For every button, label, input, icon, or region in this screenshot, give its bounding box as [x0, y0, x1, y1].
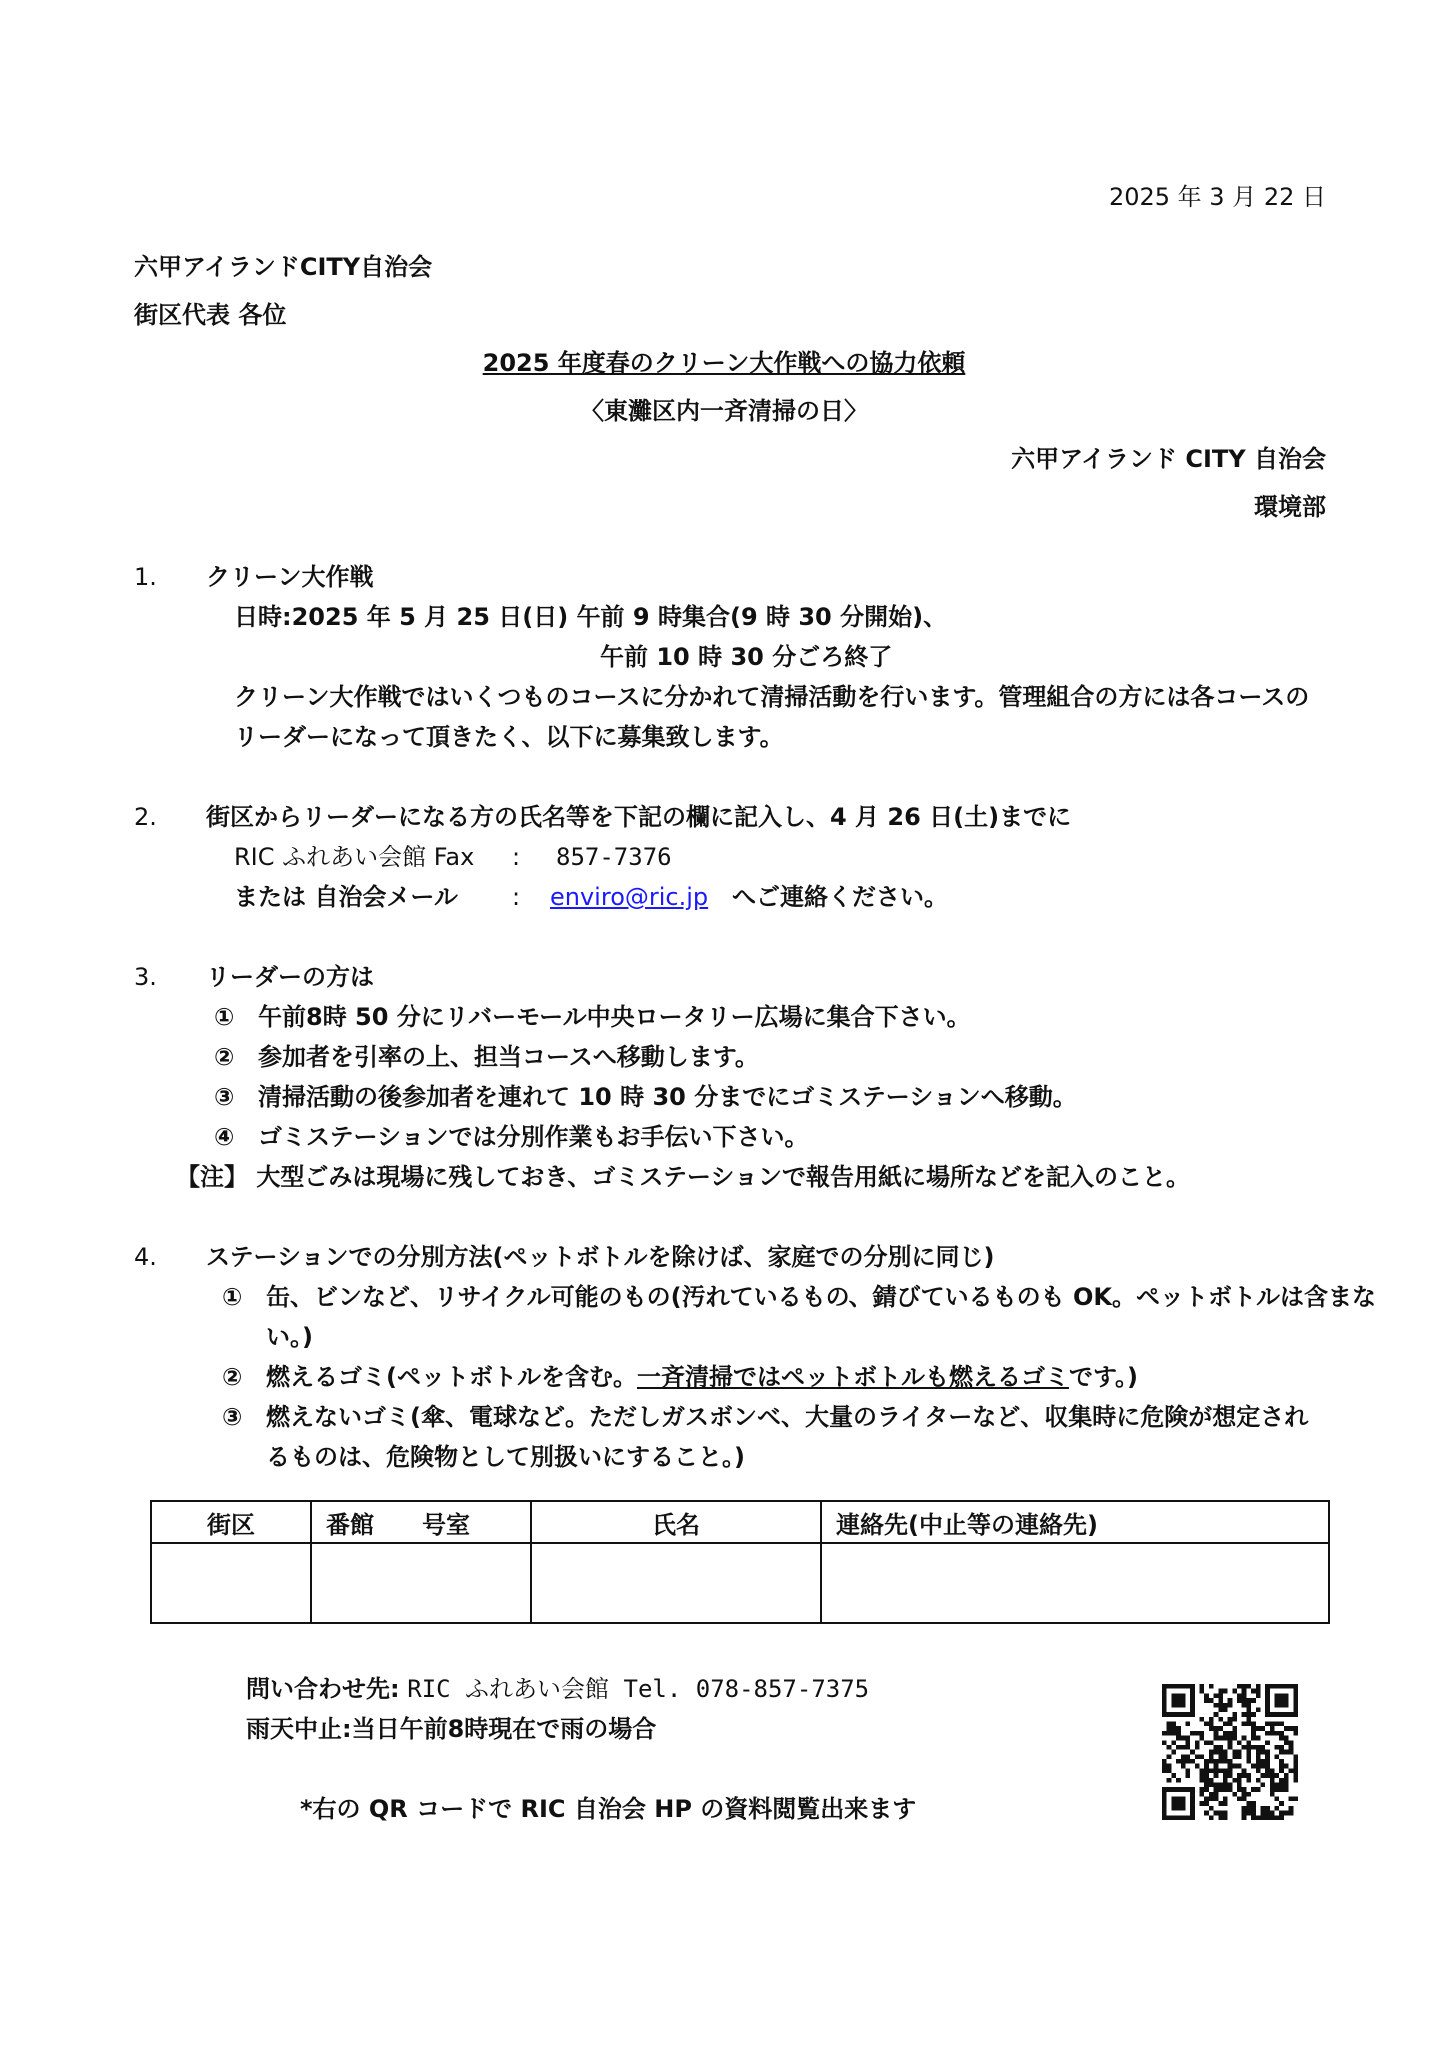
- qr-code-icon[interactable]: [1162, 1684, 1298, 1820]
- section-4-heading: ステーションでの分別方法(ペットボトルを除けば、家庭での分別に同じ): [206, 1243, 995, 1271]
- sorting-item-3: ③ 燃えないゴミ(傘、電球など。ただしガスボンベ、大量のライターなど、収集時に危険が想定され: [222, 1403, 1309, 1431]
- building-room-cell[interactable]: [311, 1543, 531, 1623]
- fax-label: RIC ふれあい会館 Fax: [234, 843, 475, 871]
- name-cell[interactable]: [531, 1543, 821, 1623]
- table-header-row: [151, 1501, 1329, 1543]
- leader-task-4: ④ ゴミステーションでは分別作業もお手伝い下さい。: [214, 1123, 809, 1151]
- sender-dept: 環境部: [1254, 493, 1326, 521]
- qr-note: *右の QR コードで RIC 自治会 HP の資料閲覧出来ます: [300, 1795, 917, 1823]
- section-1-endtime: 午前 10 時 30 分ごろ終了: [600, 643, 893, 671]
- column-header-block: 街区: [151, 1501, 311, 1543]
- document-subtitle: 〈東灘区内一斉清掃の日〉: [580, 397, 868, 425]
- sorting-item-1: ① 缶、ビンなど、リサイクル可能のもの(汚れているもの、錆びているものも OK。ペットボトルは含まな: [222, 1283, 1377, 1311]
- sorting-item-1-cont: い。): [266, 1323, 313, 1351]
- email-label: または 自治会メール: [234, 883, 458, 911]
- leader-entry-table: [150, 1500, 1330, 1624]
- contact-cell[interactable]: [821, 1543, 1329, 1623]
- section-2-heading: 街区からリーダーになる方の氏名等を下記の欄に記入し、4 月 26 日(土)までに: [206, 803, 1072, 831]
- block-cell[interactable]: [151, 1543, 311, 1623]
- contact-value: RIC ふれあい会館 Tel. 078-857-7375: [407, 1675, 870, 1703]
- section-1-datetime: 日時:2025 年 5 月 25 日(日) 午前 9 時集合(9 時 30 分開始)、: [234, 603, 948, 631]
- section-4-number: 4.: [134, 1243, 157, 1271]
- section-1-heading: クリーン大作戦: [206, 563, 374, 591]
- column-header-contact: 連絡先(中止等の連絡先): [821, 1501, 1329, 1543]
- leader-task-2: ② 参加者を引率の上、担当コースへ移動します。: [214, 1043, 759, 1071]
- contact-label: 問い合わせ先:: [246, 1675, 400, 1703]
- sorting-item-3-cont: るものは、危険物として別扱いにすること。): [266, 1443, 745, 1471]
- leader-task-3: ③ 清掃活動の後参加者を連れて 10 時 30 分までにゴミステーションへ移動。: [214, 1083, 1077, 1111]
- section-2-number: 2.: [134, 803, 157, 831]
- recipient-name: 街区代表 各位: [134, 301, 287, 329]
- rain-cancel-note: 雨天中止:当日午前8時現在で雨の場合: [246, 1715, 657, 1743]
- section-1-number: 1.: [134, 563, 157, 591]
- section-1-description-2: リーダーになって頂きたく、以下に募集致します。: [234, 723, 784, 751]
- recipient-org: 六甲アイランドCITY自治会: [134, 253, 433, 281]
- document-title: 2025 年度春のクリーン大作戦への協力依頼: [482, 349, 966, 377]
- sender-org: 六甲アイランド CITY 自治会: [1011, 445, 1326, 473]
- fax-number: 857-7376: [556, 843, 672, 871]
- letter-date: 2025 年 3 月 22 日: [1108, 183, 1326, 211]
- email-suffix: へご連絡ください。: [732, 883, 948, 911]
- column-header-name: 氏名: [531, 1501, 821, 1543]
- column-header-building-room: 番館 号室: [311, 1501, 531, 1543]
- contact-line: [246, 1672, 869, 1706]
- email-colon: :: [512, 883, 521, 911]
- fax-colon: :: [512, 843, 521, 871]
- section-3-number: 3.: [134, 963, 157, 991]
- leader-note: 【注】 大型ごみは現場に残しておき、ゴミステーションで報告用紙に場所などを記入のこと。: [176, 1163, 1190, 1191]
- sorting-item-2: ② 燃えるゴミ(ペットボトルを含む。一斉清掃ではペットボトルも燃えるゴミです。): [222, 1363, 1139, 1391]
- table-row: [151, 1543, 1329, 1623]
- email-link[interactable]: enviro@ric.jp: [550, 883, 709, 911]
- section-3-heading: リーダーの方は: [206, 963, 374, 991]
- leader-task-1: ① 午前8時 50 分にリバーモール中央ロータリー広場に集合下さい。: [214, 1003, 971, 1031]
- section-1-description-1: クリーン大作戦ではいくつものコースに分かれて清掃活動を行います。管理組合の方には各コースの: [234, 683, 1310, 711]
